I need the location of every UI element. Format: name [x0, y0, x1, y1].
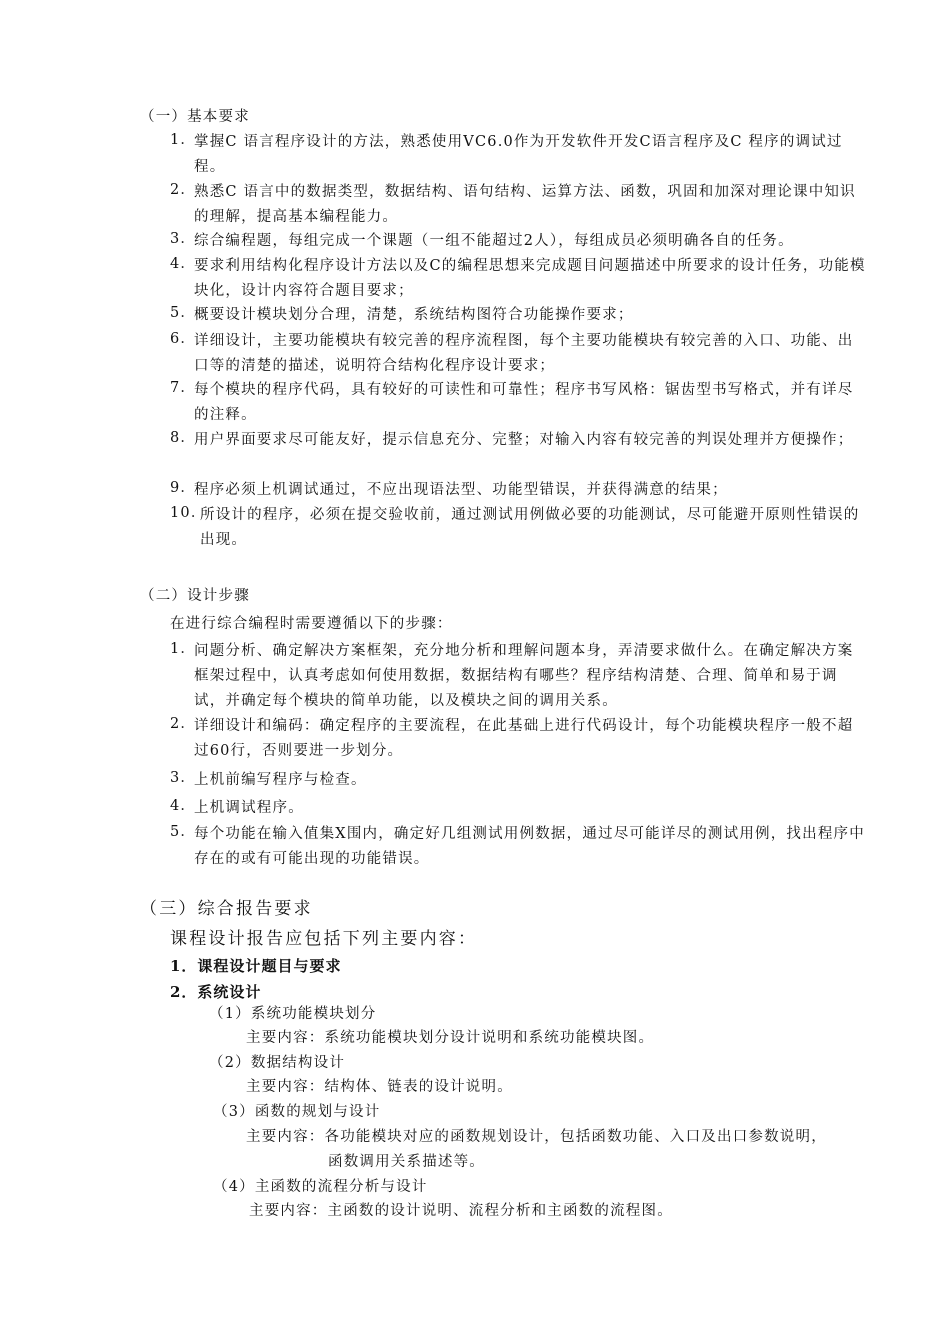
subsection-content: 主要内容：结构体、链表的设计说明。	[246, 1079, 513, 1095]
subsection-content: 主要内容：主函数的设计说明、流程分析和主函数的流程图。	[249, 1203, 673, 1219]
item-text: 熟悉C 语言中的数据类型，数据结构、语句结构、运算方法、函数，巩固和加深对理论课中知识的理解，提高基本编程能力。	[194, 184, 856, 225]
report-item-title: 1．课程设计题目与要求	[170, 957, 342, 975]
item-text: 掌握C 语言程序设计的方法，熟悉使用VC6.0作为开发软件开发C语言程序及C 程序的调试过程。	[194, 134, 843, 175]
item-text: 所设计的程序，必须在提交验收前，通过测试用例做必要的功能测试，尽可能避开原则性错误的出现。	[200, 507, 860, 548]
subsection-title: （1）系统功能模块划分	[209, 1006, 377, 1022]
item-number: 2．	[170, 716, 197, 732]
item-number: 3．	[170, 231, 197, 247]
item-text: 上机调试程序。	[194, 800, 304, 816]
item-number: 4．	[170, 256, 197, 272]
item-number: 8．	[170, 430, 197, 446]
item-text: 详细设计，主要功能模块有较完善的程序流程图，每个主要功能模块有较完善的入口、功能、出口等的清楚的描述，说明符合结构化程序设计要求；	[194, 333, 854, 374]
item-text: 问题分析、确定解决方案框架，充分地分析和理解问题本身，弄清要求做什么。在确定解决方案框架过程中，认真考虑如何使用数据，数据结构有哪些？程序结构清楚、合理、简单和易于调试，并确定每个模块的简单功能，以及模块之间的调用关系。	[194, 643, 854, 709]
subsection-content: 函数调用关系描述等。	[328, 1154, 485, 1170]
item-text: 用户界面要求尽可能友好，提示信息充分、完整；对输入内容有较完善的判误处理并方便操作；	[194, 432, 854, 448]
item-number: 1．	[170, 132, 197, 148]
item-text: 概要设计模块划分合理，清楚，系统结构图符合功能操作要求；	[194, 307, 634, 323]
item-number: 1．	[170, 641, 197, 657]
item-text: 每个功能在输入值集X围内，确定好几组测试用例数据，通过尽可能详尽的测试用例，找出程序中存在的或有可能出现的功能错误。	[194, 826, 865, 867]
item-number: 10．	[170, 505, 207, 521]
subsection-title: （3）函数的规划与设计	[213, 1104, 381, 1120]
item-number: 2．	[170, 182, 197, 198]
subsection-content: 主要内容：各功能模块对应的函数规划设计，包括函数功能、入口及出口参数说明，	[246, 1129, 827, 1145]
subsection-title: （4）主函数的流程分析与设计	[213, 1179, 428, 1195]
item-number: 6．	[170, 331, 197, 347]
section2-heading: （二）设计步骤	[140, 588, 250, 604]
item-number: 9．	[170, 480, 197, 496]
item-text: 要求利用结构化程序设计方法以及C的编程思想来完成题目问题描述中所要求的设计任务，功能模块化，设计内容符合题目要求；	[194, 258, 866, 299]
item-text: 详细设计和编码：确定程序的主要流程，在此基础上进行代码设计，每个功能模块程序一般不超过60行，否则要进一步划分。	[194, 718, 854, 759]
item-number: 3．	[170, 770, 197, 786]
section3-heading: （三）综合报告要求	[140, 899, 313, 919]
item-number: 5．	[170, 824, 197, 840]
subsection-content: 主要内容：系统功能模块划分设计说明和系统功能模块图。	[246, 1030, 655, 1046]
item-number: 4．	[170, 798, 197, 814]
report-item-title: 2．系统设计	[170, 983, 262, 1001]
item-number: 7．	[170, 380, 197, 396]
item-text: 综合编程题，每组完成一个课题（一组不能超过2人），每组成员必须明确各自的任务。	[194, 233, 794, 249]
section3-intro: 课程设计报告应包括下列主要内容：	[170, 929, 478, 949]
item-text: 每个模块的程序代码，具有较好的可读性和可靠性；程序书写风格：锯齿型书写格式，并有详尽的注释。	[194, 382, 854, 423]
item-number: 5．	[170, 305, 197, 321]
subsection-title: （2）数据结构设计	[209, 1055, 346, 1071]
section1-heading: （一）基本要求	[140, 109, 250, 125]
section2-intro: 在进行综合编程时需要遵循以下的步骤：	[170, 616, 453, 632]
item-text: 程序必须上机调试通过，不应出现语法型、功能型错误，并获得满意的结果；	[194, 482, 728, 498]
item-text: 上机前编写程序与检查。	[194, 772, 367, 788]
